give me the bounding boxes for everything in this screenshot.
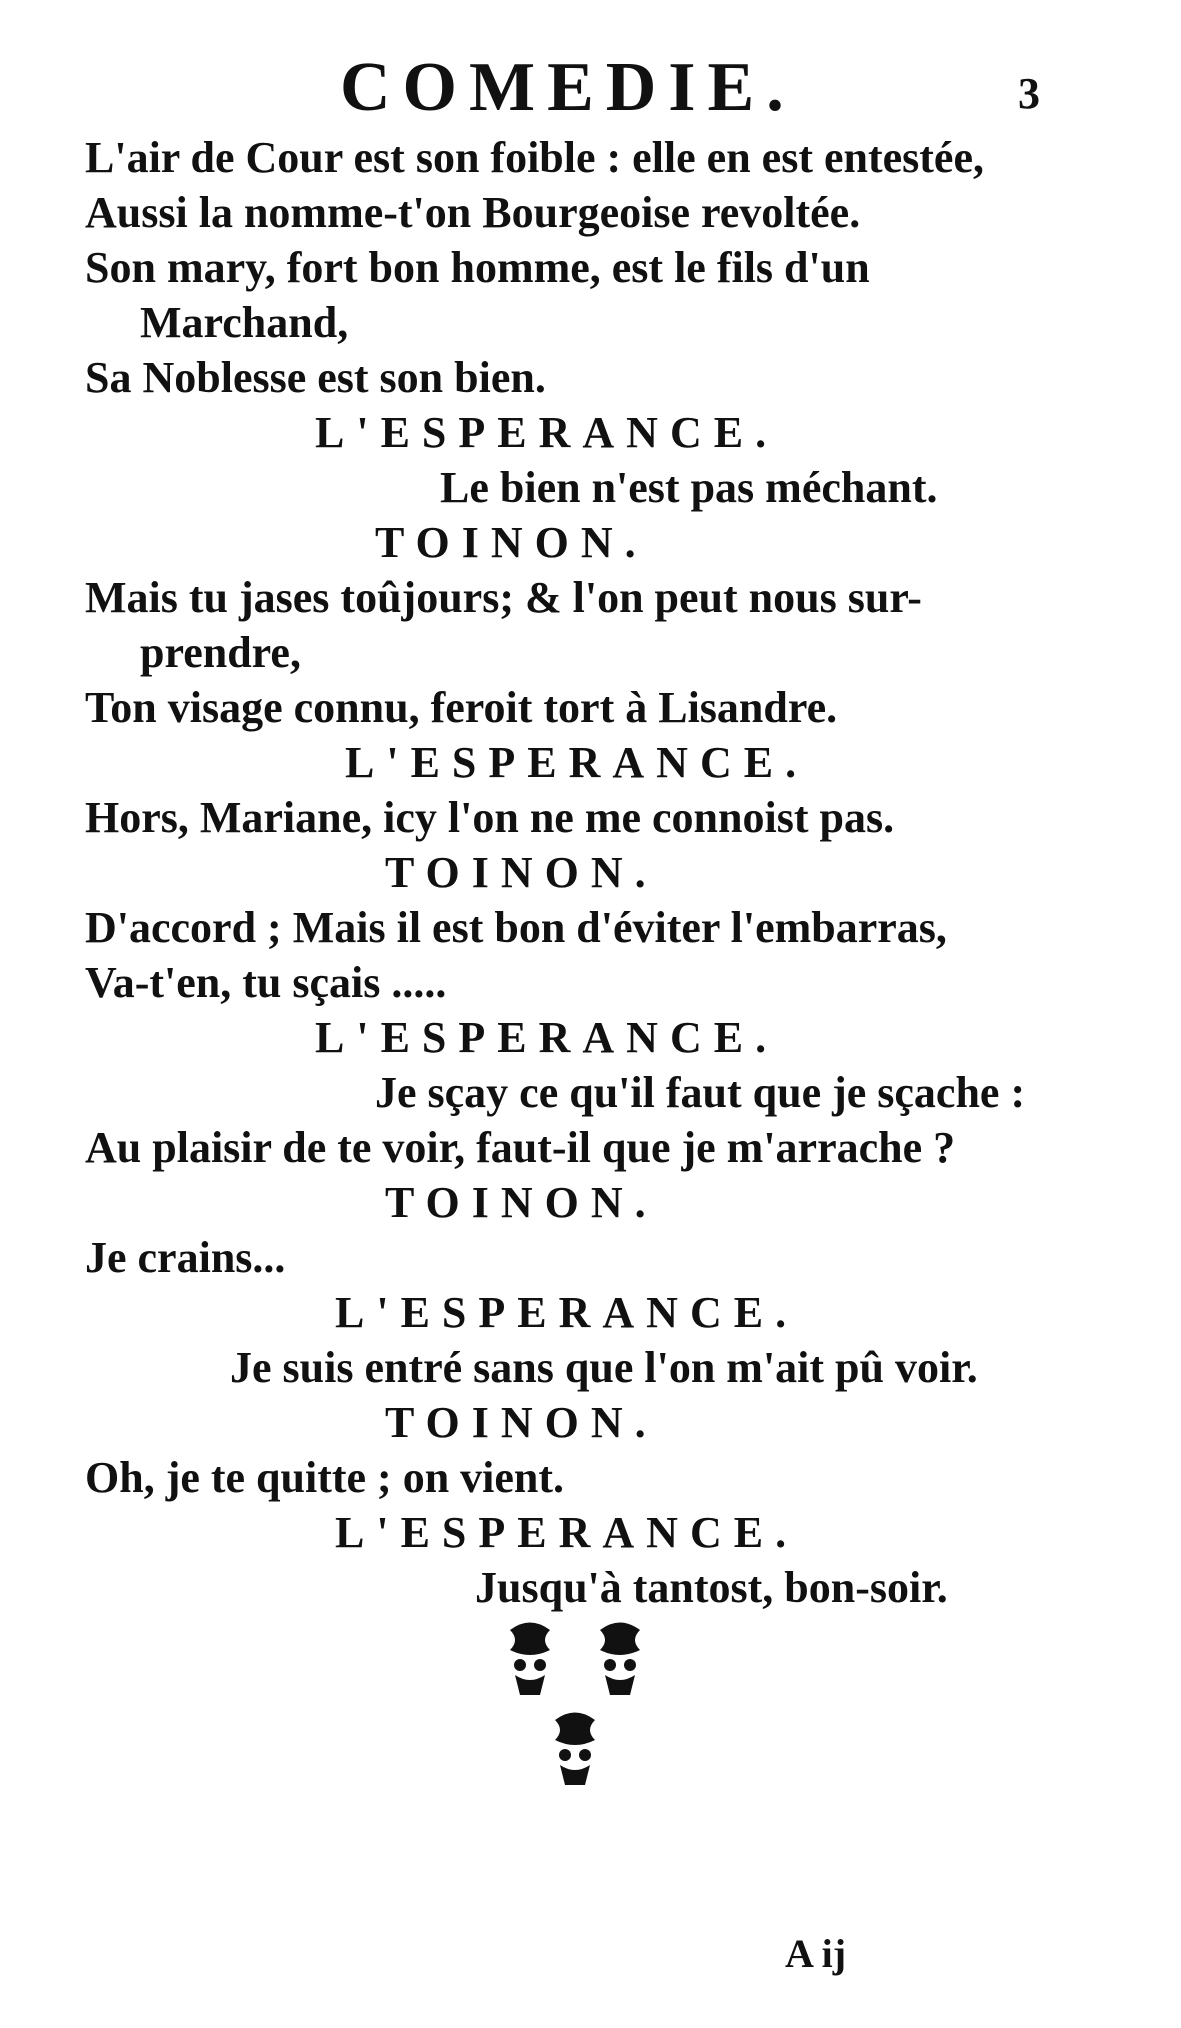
running-title: COMEDIE. bbox=[340, 49, 796, 126]
speaker-name: TOINON. bbox=[385, 1178, 658, 1227]
verse-line: Ton visage connu, feroit tort à Lisandre. bbox=[85, 683, 838, 732]
speaker-name: L'ESPERANCE. bbox=[335, 1288, 799, 1337]
verse-line: Je crains... bbox=[85, 1233, 286, 1282]
speaker-name: L'ESPERANCE. bbox=[315, 408, 779, 457]
verse-line: Le bien n'est pas méchant. bbox=[440, 463, 938, 512]
verse-line: Hors, Mariane, icy l'on ne me connoist pas. bbox=[85, 793, 895, 842]
verse-line: L'air de Cour est son foible : elle en est entestée, bbox=[85, 133, 984, 182]
page-header bbox=[0, 48, 1181, 138]
verse-line: Je sçay ce qu'il faut que je sçache : bbox=[375, 1068, 1026, 1117]
verse-line: Au plaisir de te voir, faut-il que je m'arrache ? bbox=[85, 1123, 956, 1172]
verse-line: Va-t'en, tu sçais ..... bbox=[85, 958, 447, 1007]
verse-line: prendre, bbox=[140, 628, 301, 677]
verse-line: Je suis entré sans que l'on m'ait pû voir. bbox=[230, 1343, 978, 1392]
signature-mark: A ij bbox=[785, 1931, 847, 1976]
verse-line: Son mary, fort bon homme, est le fils d'un bbox=[85, 243, 870, 292]
speaker-name: L'ESPERANCE. bbox=[315, 1013, 779, 1062]
verse-line: D'accord ; Mais il est bon d'éviter l'embarras, bbox=[85, 903, 947, 952]
speaker-name: TOINON. bbox=[375, 518, 648, 567]
speaker-name: L'ESPERANCE. bbox=[345, 738, 809, 787]
verse-line: Sa Noblesse est son bien. bbox=[85, 353, 546, 402]
fleuron-ornament-icon bbox=[490, 1610, 690, 1810]
speaker-name: TOINON. bbox=[385, 1398, 658, 1447]
verse-line: Mais tu jases toûjours; & l'on peut nous sur- bbox=[85, 573, 922, 622]
page-number: 3 bbox=[1018, 69, 1040, 118]
verse-line: Oh, je te quitte ; on vient. bbox=[85, 1453, 565, 1502]
speaker-name: L'ESPERANCE. bbox=[335, 1508, 799, 1557]
verse-line: Marchand, bbox=[140, 298, 349, 347]
speaker-name: TOINON. bbox=[385, 848, 658, 897]
play-text bbox=[85, 130, 1075, 1615]
verse-line: Jusqu'à tantost, bon-soir. bbox=[475, 1563, 948, 1612]
verse-line: Aussi la nomme-t'on Bourgeoise revoltée. bbox=[85, 188, 861, 237]
